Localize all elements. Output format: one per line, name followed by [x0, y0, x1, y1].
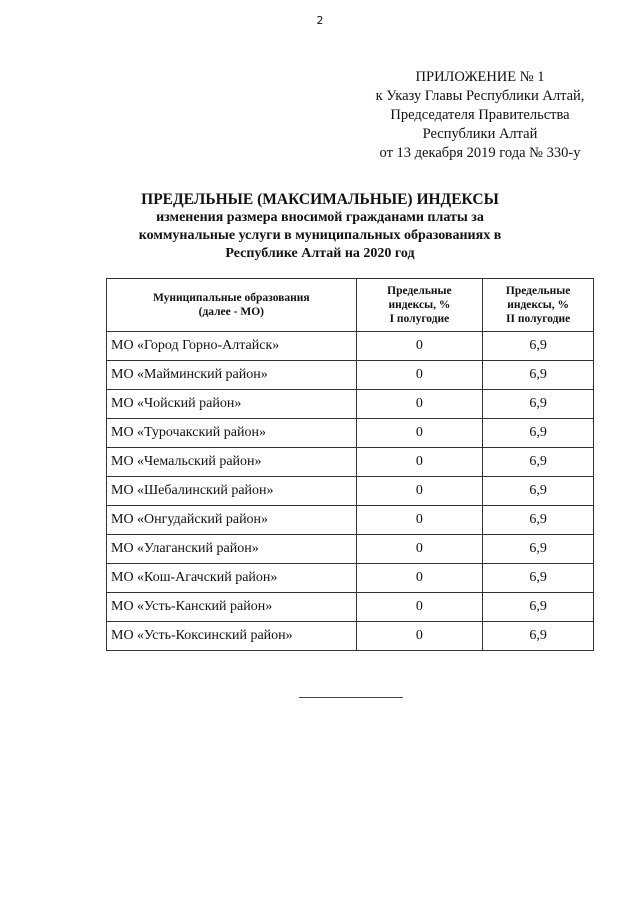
- indices-table: [106, 278, 594, 651]
- title-main: ПРЕДЕЛЬНЫЕ (МАКСИМАЛЬНЫЕ) ИНДЕКСЫ: [141, 191, 499, 208]
- header-first-half: Предельные индексы, % I полугодие: [356, 279, 483, 332]
- municipality-name: МО «Усть-Канский район»: [107, 593, 357, 622]
- index-second-half: 6,9: [483, 448, 594, 477]
- title-sub-line: Республике Алтай на 2020 год: [225, 246, 415, 261]
- index-second-half: 6,9: [483, 622, 594, 651]
- appendix-line: к Указу Главы Республики Алтай,: [375, 88, 585, 104]
- table-row: [107, 622, 594, 651]
- index-first-half: 0: [356, 477, 483, 506]
- table-row: [107, 477, 594, 506]
- appendix-date-line: от 13 декабря 2019 года № 330-у: [379, 145, 581, 161]
- table-row: [107, 419, 594, 448]
- municipality-name: МО «Шебалинский район»: [107, 477, 357, 506]
- end-divider: [299, 697, 403, 698]
- table-row: [107, 593, 594, 622]
- title-sub-line: изменения размера вносимой гражданами платы за: [156, 210, 484, 225]
- municipality-name: МО «Турочакский район»: [107, 419, 357, 448]
- municipality-name: МО «Онгудайский район»: [107, 506, 357, 535]
- index-first-half: 0: [356, 361, 483, 390]
- table-row: [107, 390, 594, 419]
- index-first-half: 0: [356, 593, 483, 622]
- index-second-half: 6,9: [483, 593, 594, 622]
- title-sub-line: коммунальные услуги в муниципальных образованиях в: [138, 228, 502, 243]
- table-header-row: [107, 279, 594, 332]
- document-title: [110, 191, 530, 263]
- index-first-half: 0: [356, 419, 483, 448]
- index-first-half: 0: [356, 564, 483, 593]
- municipality-name: МО «Чемальский район»: [107, 448, 357, 477]
- municipality-name: МО «Город Горно-Алтайск»: [107, 332, 357, 361]
- municipality-name: МО «Чойский район»: [107, 390, 357, 419]
- index-first-half: 0: [356, 535, 483, 564]
- index-second-half: 6,9: [483, 419, 594, 448]
- index-first-half: 0: [356, 506, 483, 535]
- appendix-block: [340, 68, 620, 163]
- appendix-heading: ПРИЛОЖЕНИЕ № 1: [415, 69, 545, 85]
- index-first-half: 0: [356, 390, 483, 419]
- header-second-half: Предельные индексы, % II полугодие: [483, 279, 594, 332]
- table-row: [107, 332, 594, 361]
- index-second-half: 6,9: [483, 477, 594, 506]
- municipality-name: МО «Кош-Агачский район»: [107, 564, 357, 593]
- index-second-half: 6,9: [483, 390, 594, 419]
- municipality-name: МО «Усть-Коксинский район»: [107, 622, 357, 651]
- index-second-half: 6,9: [483, 506, 594, 535]
- table-row: [107, 564, 594, 593]
- page-number: 2: [316, 14, 324, 27]
- municipality-name: МО «Улаганский район»: [107, 535, 357, 564]
- index-first-half: 0: [356, 448, 483, 477]
- table-row: [107, 535, 594, 564]
- index-second-half: 6,9: [483, 361, 594, 390]
- index-second-half: 6,9: [483, 564, 594, 593]
- index-first-half: 0: [356, 622, 483, 651]
- index-second-half: 6,9: [483, 332, 594, 361]
- header-municipality: Муниципальные образования (далее - МО): [107, 279, 357, 332]
- index-first-half: 0: [356, 332, 483, 361]
- table-row: [107, 506, 594, 535]
- index-second-half: 6,9: [483, 535, 594, 564]
- municipality-name: МО «Майминский район»: [107, 361, 357, 390]
- table-row: [107, 361, 594, 390]
- appendix-line: Республики Алтай: [422, 126, 538, 142]
- table-row: [107, 448, 594, 477]
- appendix-line: Председателя Правительства: [390, 107, 570, 123]
